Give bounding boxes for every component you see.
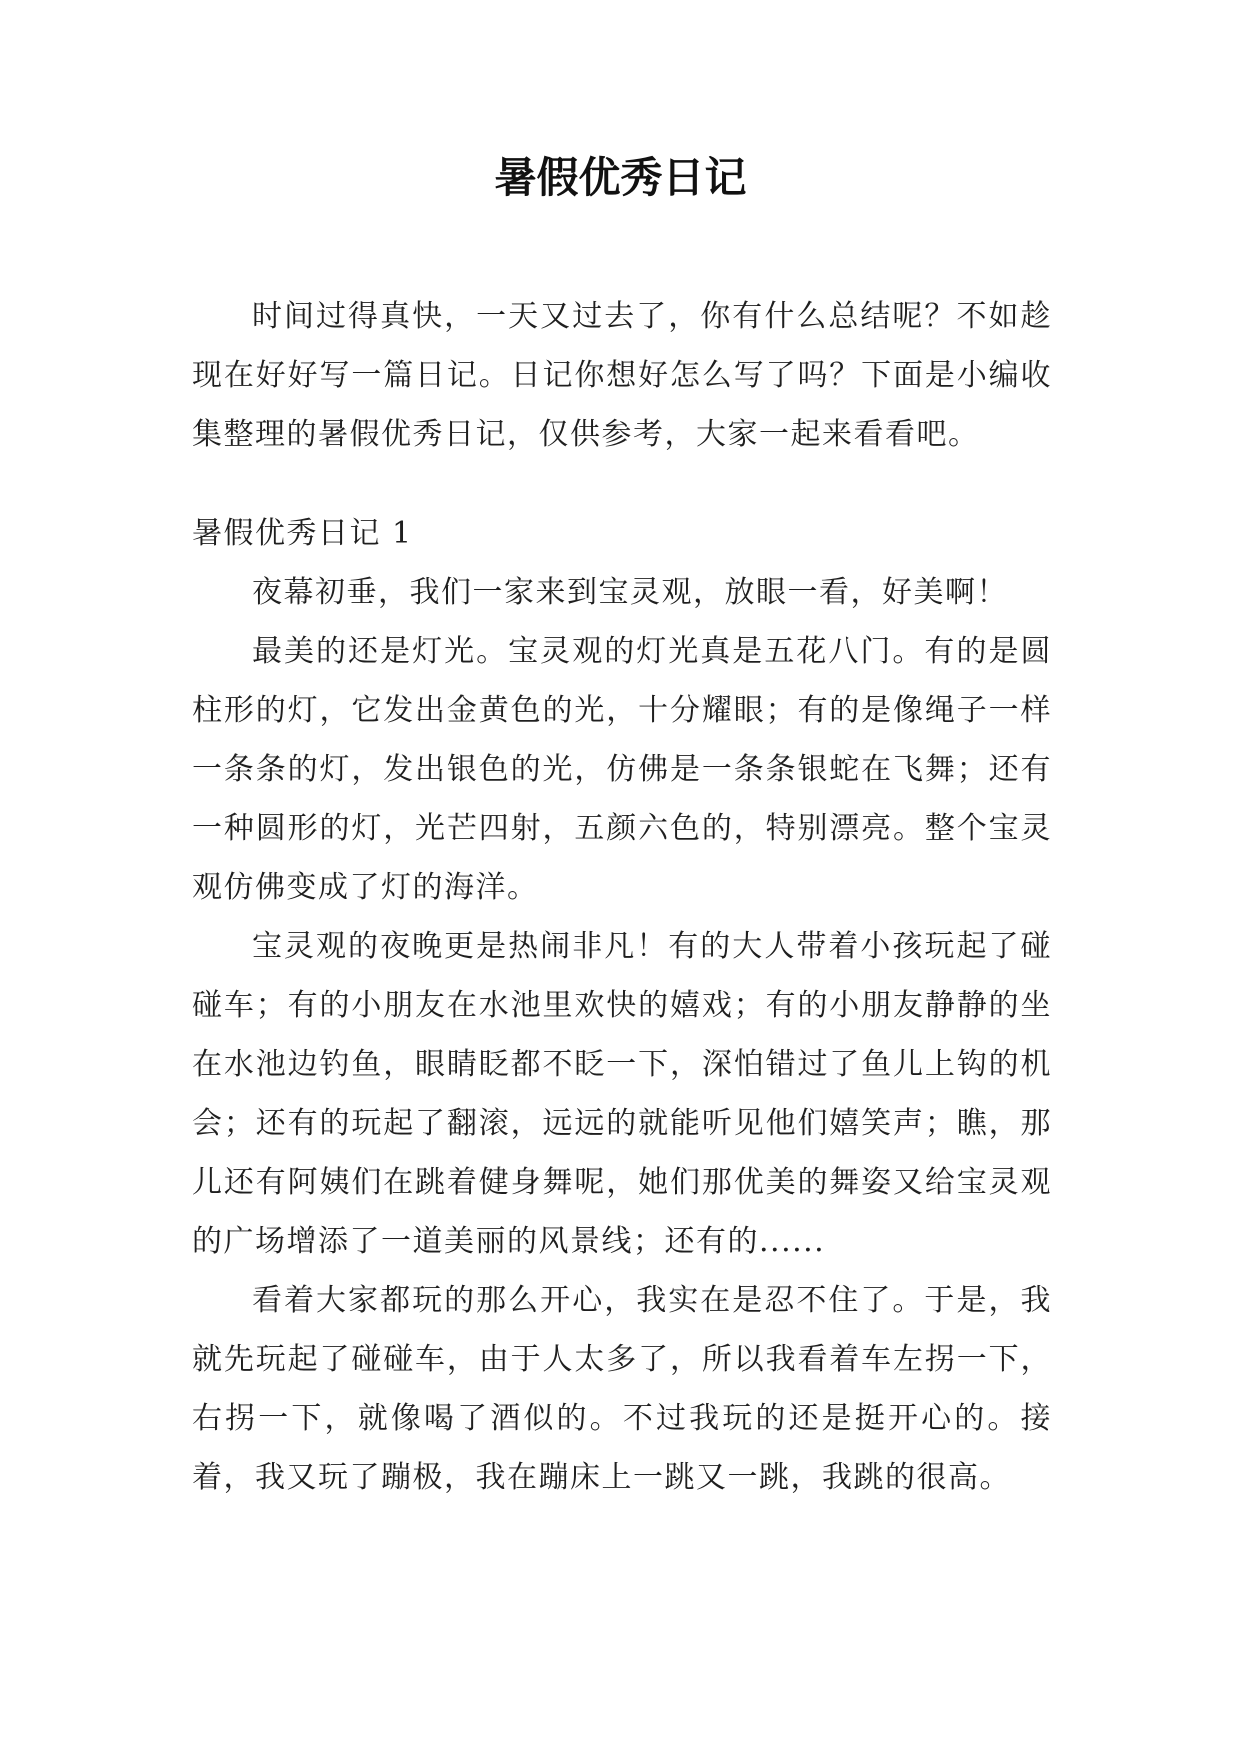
document-title: 暑假优秀日记 (494, 153, 747, 202)
body-paragraph: 夜幕初垂，我们一家来到宝灵观，放眼一看，好美啊！ (252, 575, 1008, 610)
body-paragraph: 最美的还是灯光。宝灵观的灯光真是五花八门。有的是圆柱形的灯，它发出金黄色的光，十分耀眼；有的是像绳子一样一条条的灯，发出银色的光，仿佛是一条条银蛇在飞舞；还有一种圆形的灯，光芒四射，五颜六色的，特别漂亮。整个宝灵观仿佛变成了灯的海洋。 (192, 634, 1052, 905)
document-body (192, 287, 1052, 1507)
body-paragraph: 宝灵观的夜晚更是热闹非凡！有的大人带着小孩玩起了碰碰车；有的小朋友在水池里欢快的嬉戏；有的小朋友静静的坐在水池边钓鱼，眼睛眨都不眨一下，深怕错过了鱼儿上钩的机会；还有的玩起了翻滚，远远的就能听见他们嬉笑声；瞧，那儿还有阿姨们在跳着健身舞呢，她们那优美的舞姿又给宝灵观的广场增添了一道美丽的风景线；还有的...... (192, 929, 1052, 1259)
body-paragraph: 看着大家都玩的那么开心，我实在是忍不住了。于是，我就先玩起了碰碰车，由于人太多了，所以我看着车左拐一下，右拐一下，就像喝了酒似的。不过我玩的还是挺开心的。接着，我又玩了蹦极，我在蹦床上一跳又一跳，我跳的很高。 (192, 1283, 1052, 1495)
section-heading: 暑假优秀日记 1 (192, 516, 413, 551)
intro-paragraph: 时间过得真快，一天又过去了，你有什么总结呢？不如趁现在好好写一篇日记。日记你想好怎么写了吗？下面是小编收集整理的暑假优秀日记，仅供参考，大家一起来看看吧。 (192, 299, 1052, 452)
